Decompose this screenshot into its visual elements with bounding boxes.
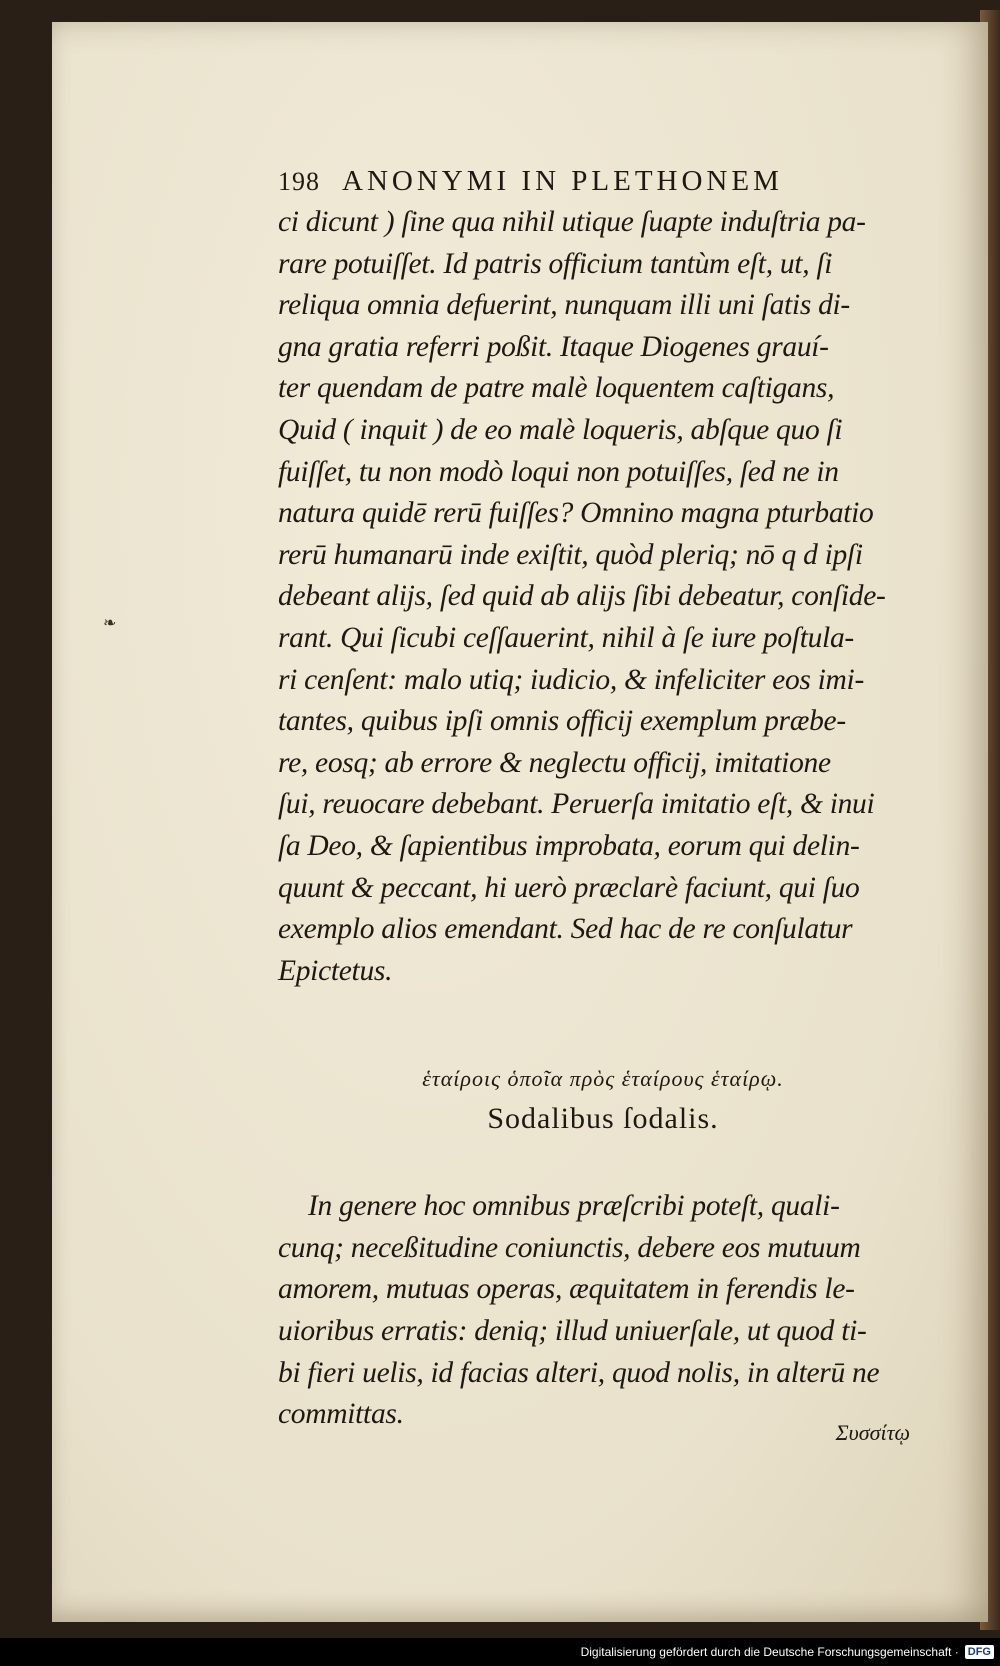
section-line: bi fieri uelis, id facias alteri, quod nolis, in alterū ne bbox=[278, 1356, 880, 1389]
body-line: natura quidē rerū fuiſſes? Omnino magna pturbatio bbox=[278, 497, 874, 530]
body-line: debeant alijs, ſed quid ab alijs ſibi debeatur, conſide- bbox=[278, 580, 886, 613]
body-line: fuiſſet, tu non modò loqui non potuiſſes, ſed ne in bbox=[278, 455, 839, 488]
section-line: amorem, mutuas operas, æquitatem in ferendis le- bbox=[278, 1273, 855, 1306]
page-number: 198 bbox=[278, 167, 320, 196]
body-line: quunt & peccant, hi uerò præclarè faciunt, qui ſuo bbox=[278, 871, 860, 904]
body-line: ſui, reuocare debebant. Peruerſa imitatio eſt, & inui bbox=[278, 788, 875, 821]
section-line: uioribus erratis: deniq; illud uniuerſale, ut quod ti- bbox=[278, 1315, 867, 1348]
running-title: ANONYMI IN PLETHONEM bbox=[342, 165, 783, 197]
body-line: reliqua omnia defuerint, nunquam illi uni ſatis di- bbox=[278, 289, 850, 322]
page-text-block bbox=[278, 165, 928, 1436]
body-line: rerū humanarū inde exiſtit, quòd pleriq; nō q d ipſi bbox=[278, 538, 863, 571]
running-head bbox=[278, 165, 928, 198]
body-line: gna gratia referri poßit. Itaque Diogenes grauí- bbox=[278, 330, 829, 363]
body-line: Epictetus. bbox=[278, 954, 393, 987]
body-line: ſa Deo, & ſapientibus improbata, eorum qui delin- bbox=[278, 829, 860, 862]
body-line: ri cenſent: malo utiq; iudicio, & infeliciter eos imi- bbox=[278, 663, 864, 696]
section-line: committas. bbox=[278, 1398, 404, 1431]
body-paragraph bbox=[278, 202, 928, 992]
body-line: re, eosq; ab errore & neglectu officij, imitatione bbox=[278, 746, 831, 779]
catchword: Συσσίτῳ bbox=[835, 1420, 910, 1445]
margin-mark: ❧ bbox=[103, 615, 117, 632]
dfg-logo-icon: DFG bbox=[965, 1645, 994, 1659]
body-line: rare potuiſſet. Id patris officium tantùm eſt, ut, ſi bbox=[278, 247, 833, 280]
body-line: tantes, quibus ipſi omnis officij exemplum præbe- bbox=[278, 705, 846, 738]
body-line: rant. Qui ſicubi ceſſauerint, nihil à ſe iure poſtula- bbox=[278, 621, 854, 654]
body-line: ter quendam de patre malè loquentem caſtigans, bbox=[278, 372, 835, 405]
body-line: Quid ( inquit ) de eo malè loqueris, abſque quo ſi bbox=[278, 413, 843, 446]
section-paragraph bbox=[278, 1186, 928, 1436]
body-line: ci dicunt ) ſine qua nihil utique ſuapte induſtria pa- bbox=[278, 206, 866, 238]
section-heading: Sodalibus ſodalis. bbox=[487, 1102, 719, 1136]
digitization-footer bbox=[0, 1638, 1000, 1666]
section-line: cunq; neceßitudine coniunctis, debere eos mutuum bbox=[278, 1231, 861, 1264]
greek-heading: ἑταίροις ὁποῖα πρὸς ἑταίρους ἑταίρῳ. bbox=[422, 1066, 784, 1092]
section-line: In genere hoc omnibus præſcribi poteſt, quali- bbox=[308, 1190, 840, 1223]
footer-credit-text: Digitalisierung gefördert durch die Deutsche Forschungsgemeinschaft · bbox=[580, 1645, 959, 1659]
body-line: exemplo alios emendant. Sed hac de re conſulatur bbox=[278, 913, 853, 946]
